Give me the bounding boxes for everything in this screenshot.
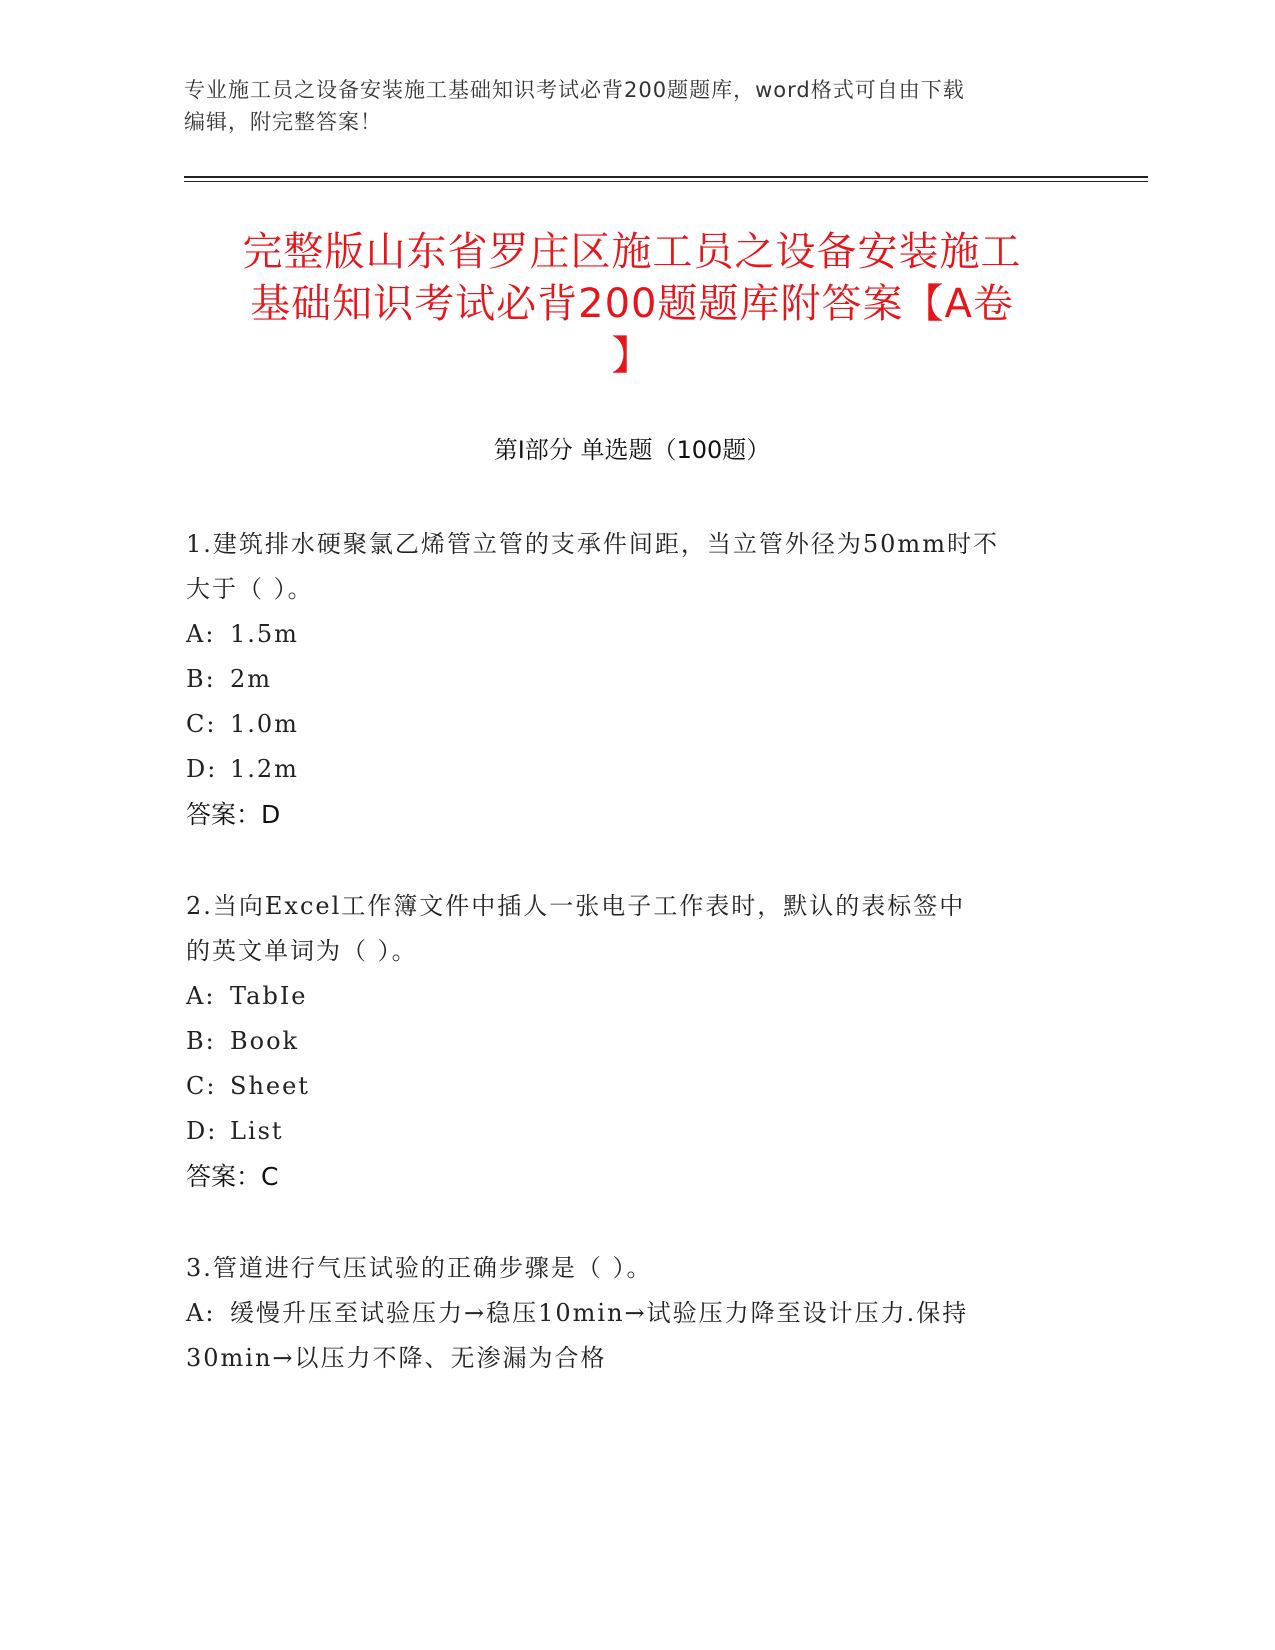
option-d — [186, 747, 1066, 792]
option-text: 1.2m — [230, 755, 299, 783]
header-divider-thin — [184, 181, 1148, 182]
answer: 答案：C — [186, 1162, 279, 1191]
option-letter: B: — [186, 1027, 216, 1055]
question-3 — [186, 1246, 1066, 1381]
option-text: 1.0m — [230, 710, 299, 738]
option-text: 1.5m — [230, 620, 299, 648]
option-letter: D: — [186, 1117, 218, 1145]
question-stem: 大于（ ）。 — [186, 575, 314, 603]
option-text: 缓慢升压至试验压力→稳压10min→试验压力降至设计压力.保持 — [230, 1299, 969, 1327]
option-b — [186, 657, 1066, 702]
option-a — [186, 974, 1066, 1019]
option-letter: B: — [186, 665, 216, 693]
option-c — [186, 702, 1066, 747]
question-1 — [186, 522, 1066, 837]
section-heading: 第Ⅰ部分 单选题（100题） — [493, 436, 771, 464]
option-a — [186, 612, 1066, 657]
option-text: List — [230, 1117, 284, 1145]
option-text: Sheet — [230, 1072, 310, 1100]
header-divider — [184, 176, 1148, 178]
option-c — [186, 1064, 1066, 1109]
question-stem: 3.管道进行气压试验的正确步骤是（ ）。 — [186, 1254, 653, 1282]
option-text: 2m — [230, 665, 273, 693]
option-letter: A: — [186, 982, 216, 1010]
header-note-line: 专业施工员之设备安装施工基础知识考试必背200题题库，word格式可自由下载 — [184, 78, 965, 102]
option-text: Book — [230, 1027, 300, 1055]
option-a-continued: 30min→以压力不降、无渗漏为合格 — [186, 1344, 607, 1372]
option-a — [186, 1291, 1066, 1336]
answer: 答案：D — [186, 800, 281, 829]
question-stem: 1.建筑排水硬聚氯乙烯管立管的支承件间距，当立管外径为50mm时不 — [186, 530, 999, 558]
option-letter: D: — [186, 755, 218, 783]
header-note-line: 编辑，附完整答案！ — [184, 110, 382, 134]
document-title — [184, 226, 1080, 382]
question-stem: 的英文单词为（ ）。 — [186, 937, 418, 965]
option-letter: A: — [186, 620, 216, 648]
option-letter: C: — [186, 710, 217, 738]
question-stem: 2.当向Excel工作簿文件中插人一张电子工作表时，默认的表标签中 — [186, 892, 966, 920]
option-b — [186, 1019, 1066, 1064]
option-text: TabIe — [230, 982, 308, 1010]
title-line: 基础知识考试必背200题题库附答案【A卷 — [250, 281, 1014, 327]
title-line: 完整版山东省罗庄区施工员之设备安装施工 — [242, 229, 1022, 275]
option-d — [186, 1109, 1066, 1154]
question-2 — [186, 884, 1066, 1199]
title-line: 】 — [611, 333, 653, 379]
option-letter: A: — [186, 1299, 216, 1327]
header-note — [184, 74, 1064, 138]
option-letter: C: — [186, 1072, 217, 1100]
